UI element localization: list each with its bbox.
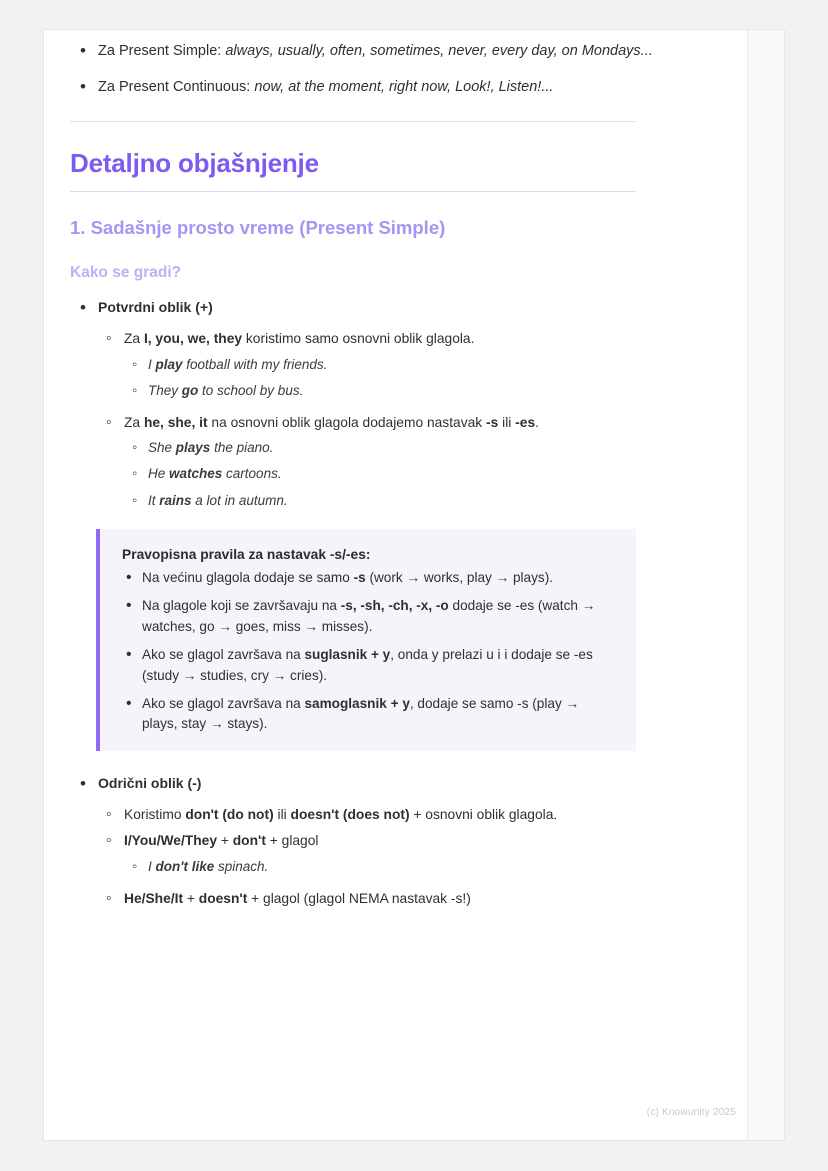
intro-bullet-list — [70, 40, 670, 99]
affirmative-header: Potvrdni oblik (+) — [98, 299, 213, 316]
callout-pre: Ako se glagol završava na — [142, 647, 305, 663]
page-right-margin — [747, 30, 784, 1140]
ex-pre: He — [148, 466, 170, 482]
neg-rule-1-post: + osnovni oblik glagola. — [409, 806, 558, 822]
callout-post: dodaje se -es (watch → watches, go → goes, miss → misses). — [142, 598, 596, 634]
list-item — [98, 831, 670, 877]
list-item — [122, 596, 616, 637]
document-content — [70, 40, 670, 916]
callout-bold: suglasnik + y — [304, 647, 391, 663]
rule-1-post: koristimo samo osnovni oblik glagola. — [242, 331, 475, 347]
negative-group — [70, 773, 670, 910]
list-item — [98, 413, 670, 511]
neg-rule-2-bold-1: I/You/We/They — [124, 833, 218, 849]
neg-rule-2-mid: + — [217, 833, 233, 849]
section-1-subheading: Kako se gradi? — [70, 264, 182, 282]
list-item — [122, 645, 616, 686]
rule-1-pronouns: I, you, we, they — [143, 331, 243, 347]
page-title: Detaljno objašnjenje — [70, 147, 319, 178]
ex-bold: watches — [169, 466, 223, 482]
negative-rules — [98, 805, 670, 910]
intro-bullet-label-1: Za Present Continuous: — [98, 79, 251, 96]
list-item — [70, 773, 670, 910]
callout-pre: Ako se glagol završava na — [142, 695, 305, 711]
list-item — [122, 568, 616, 588]
neg-rule-3-bold-1: He/She/It — [124, 891, 184, 907]
intro-bullet-label-0: Za Present Simple: — [98, 43, 222, 59]
ex-pre: It — [148, 492, 160, 508]
negative-header: Odrični oblik (-) — [98, 774, 202, 791]
ex-bold: plays — [175, 440, 211, 456]
ex-bold: play — [155, 357, 183, 372]
list-item — [124, 464, 670, 484]
rule-2-pre: Za — [124, 414, 144, 430]
section-divider — [70, 121, 636, 122]
rule-2-pronouns: he, she, it — [143, 414, 208, 430]
rule-2-post: . — [535, 414, 539, 430]
title-underline — [70, 191, 636, 192]
neg-rule-3-post: + glagol (glagol NEMA nastavak -s!) — [247, 891, 471, 907]
ex-post: a lot in autumn. — [191, 492, 288, 508]
callout-pre: Na većinu glagola dodaje se samo — [142, 569, 354, 585]
rule-2-suffix-2: -es — [515, 414, 536, 430]
ex-pre: I — [148, 859, 156, 875]
callout-post: (work → works, play → plays). — [365, 569, 554, 585]
list-item — [124, 857, 670, 877]
neg-rule-2-examples — [124, 857, 670, 877]
list-item — [122, 694, 616, 735]
callout-list — [122, 568, 616, 735]
neg-rule-1-pre: Koristimo — [124, 806, 186, 822]
spelling-rules-callout — [96, 529, 636, 751]
rule-2-conj: ili — [498, 414, 516, 430]
ex-bold: go — [181, 383, 199, 399]
neg-rule-2-bold-2: don't — [232, 833, 266, 849]
callout-pre: Na glagole koji se završavaju na — [142, 598, 341, 614]
callout-bold: -s — [353, 569, 366, 585]
footer-credit: (c) Knowunity 2025 — [646, 1107, 736, 1118]
list-item — [70, 297, 670, 511]
ex-bold: don't like — [155, 859, 215, 875]
ex-pre: She — [148, 440, 176, 456]
ex-pre: They — [148, 383, 182, 399]
list-item — [124, 381, 670, 401]
rule-2-suffix-1: -s — [486, 414, 499, 430]
ex-post: cartoons. — [222, 466, 282, 482]
intro-bullet-examples-1: now, at the moment, right now, Look!, Listen!... — [254, 79, 554, 96]
neg-rule-3-mid: + — [183, 891, 199, 907]
neg-rule-3-bold-2: doesn't — [198, 891, 248, 907]
callout-bold: samoglasnik + y — [304, 695, 410, 711]
list-item — [98, 329, 670, 401]
rule-1-examples — [124, 355, 670, 402]
list-item — [124, 355, 670, 375]
intro-bullet-examples-0: always, usually, often, sometimes, never, every day, on Mondays... — [225, 43, 653, 59]
neg-rule-1-bold-2: doesn't (does not) — [290, 806, 410, 822]
list-item — [98, 805, 670, 826]
affirmative-rules — [98, 329, 670, 511]
callout-post: , dodaje se samo -s (play → plays, stay → stays). — [142, 695, 580, 732]
affirmative-group — [70, 297, 670, 511]
list-item — [70, 40, 670, 62]
ex-post: spinach. — [214, 859, 269, 875]
ex-post: to school by bus. — [198, 383, 304, 399]
rule-1-pre: Za — [124, 331, 144, 347]
ex-bold: rains — [159, 492, 192, 508]
section-1-title: 1. Sadašnje prosto vreme (Present Simple) — [70, 217, 446, 239]
ex-post: the piano. — [210, 440, 274, 456]
callout-bold: -s, -sh, -ch, -x, -o — [340, 598, 449, 614]
neg-rule-1-mid: ili — [273, 806, 291, 822]
ex-pre: I — [148, 357, 156, 372]
neg-rule-2-post: + glagol — [265, 833, 319, 849]
list-item — [70, 76, 670, 98]
neg-rule-1-bold-1: don't (do not) — [185, 806, 274, 822]
list-item — [98, 889, 670, 910]
rule-2-mid: na osnovni oblik glagola dodajemo nastavak — [207, 414, 487, 430]
callout-title: Pravopisna pravila za nastavak -s/-es: — [122, 546, 371, 562]
rule-2-examples — [124, 438, 670, 511]
list-item — [124, 438, 670, 458]
document-sheet — [44, 30, 784, 1140]
ex-post: football with my friends. — [182, 357, 328, 372]
list-item — [124, 491, 670, 511]
callout-post: , onda y prelazi u i i dodaje se -es (study → studies, cry → cries). — [142, 647, 593, 683]
